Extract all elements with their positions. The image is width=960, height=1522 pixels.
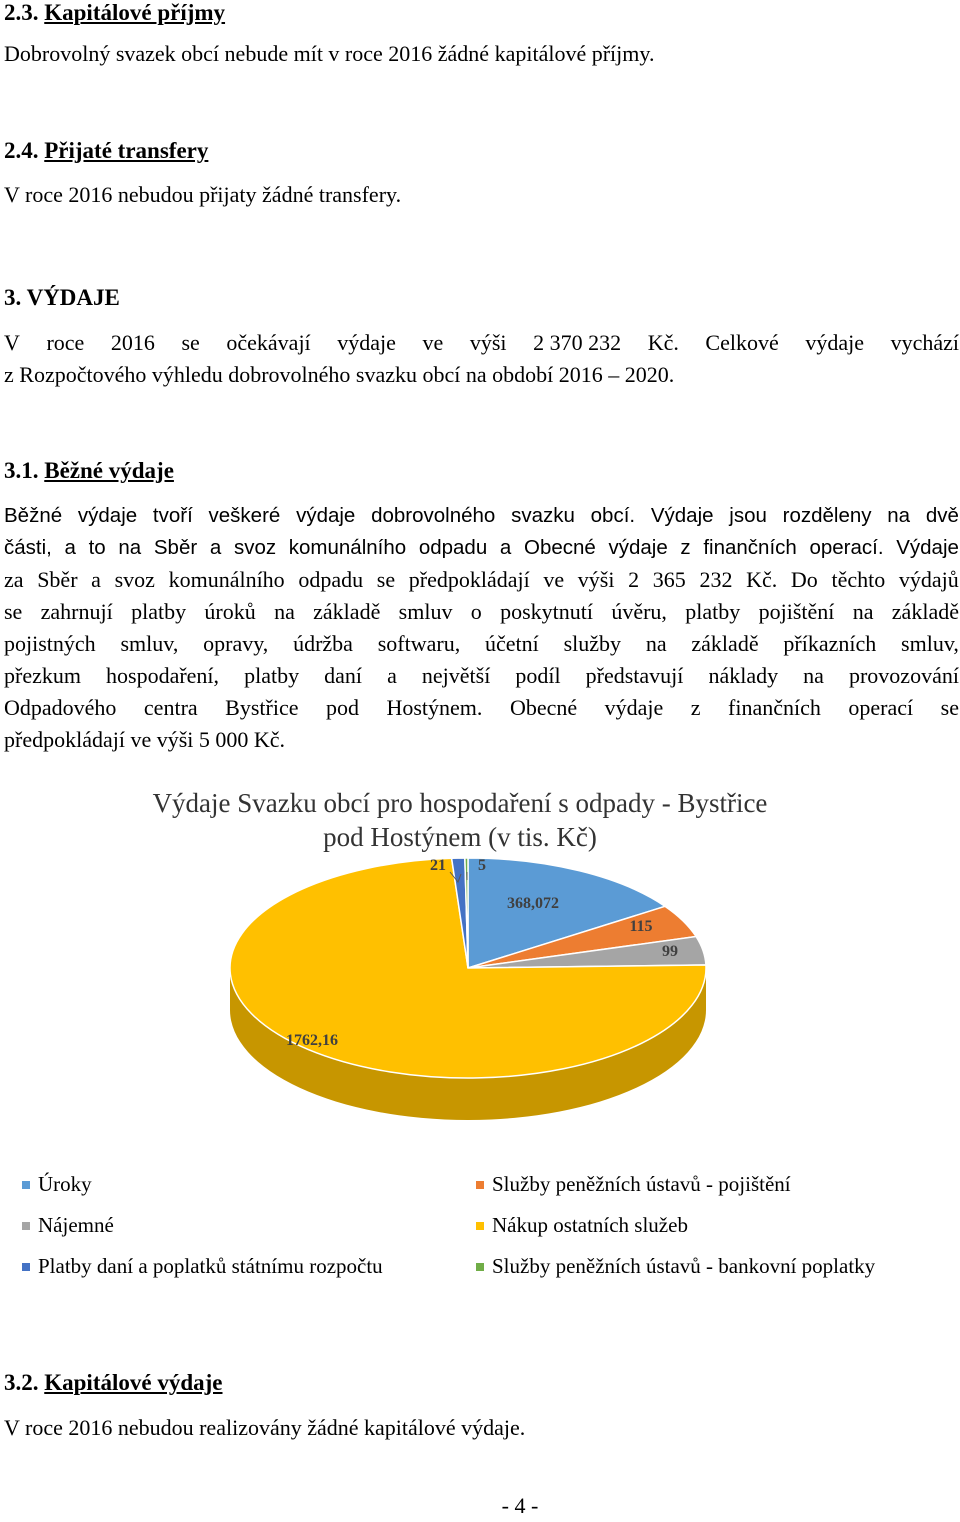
pie-data-label: 5	[478, 857, 486, 874]
word: se	[376, 567, 396, 592]
legend-item	[22, 1172, 92, 1197]
word: Kč.	[746, 567, 778, 592]
word: komunálního	[288, 536, 407, 559]
paragraph-line	[4, 660, 959, 692]
word: provozování	[848, 663, 959, 688]
word: finančních	[703, 536, 797, 559]
legend-swatch	[476, 1181, 484, 1189]
section-3-line-2: z Rozpočtového výhledu dobrovolného svazku obcí na období 2016 – 2020.	[4, 362, 675, 387]
word: Bystřice	[225, 695, 299, 720]
word: platby	[131, 599, 187, 624]
word: za	[4, 567, 24, 592]
heading-number: 3.1.	[4, 458, 39, 483]
word: úroků	[204, 599, 256, 624]
word: platby	[244, 663, 300, 688]
word: na	[645, 631, 667, 656]
pie-data-label: 115	[629, 918, 653, 935]
word: Sběr	[153, 536, 198, 559]
paragraph-line: předpokládají ve výši 5 000 Kč.	[4, 727, 286, 752]
word: výdajů	[898, 567, 959, 592]
chart-title-line-2: pod Hostýnem (v tis. Kč)	[323, 822, 597, 852]
word: veškeré	[208, 504, 281, 527]
word: výdaje	[296, 504, 356, 527]
word: o	[470, 599, 482, 624]
word: svazku	[511, 504, 575, 527]
legend-item	[476, 1213, 688, 1238]
word: ve	[422, 330, 444, 355]
word: komunálního	[168, 567, 285, 592]
paragraph-line	[4, 500, 959, 532]
word: a	[387, 663, 397, 688]
word: výši	[469, 330, 507, 355]
heading-title: Přijaté transfery	[44, 138, 209, 163]
word: výdaje	[604, 695, 664, 720]
word: údržba	[293, 631, 353, 656]
section-3-heading: 3. VÝDAJE	[4, 285, 120, 310]
word: části,	[4, 536, 52, 559]
word: se	[940, 695, 959, 720]
word: Výdaje	[896, 536, 959, 559]
word: 2016	[110, 330, 155, 355]
word: smluv,	[120, 631, 179, 656]
section-2-4-text: V roce 2016 nebudou přijaty žádné transfery.	[4, 182, 402, 207]
word: výdaje	[805, 330, 864, 355]
word: přezkum	[4, 663, 81, 688]
pie-data-label: 99	[662, 943, 678, 960]
page-number: - 4 -	[501, 1493, 539, 1518]
word: účetní	[485, 631, 539, 656]
paragraph-line	[4, 596, 959, 628]
word: obcí.	[590, 504, 636, 527]
heading-number: 3.2.	[4, 1370, 39, 1395]
word: dobrovolného	[371, 504, 496, 527]
word: roce	[46, 330, 85, 355]
word: Hostýnem.	[386, 695, 483, 720]
legend-label: Nájemné	[38, 1213, 114, 1237]
word: základě	[313, 599, 381, 624]
word: 365	[652, 567, 686, 592]
chart-title	[100, 786, 820, 854]
word: na	[887, 504, 911, 527]
word: pojistných	[4, 631, 96, 656]
word: na	[274, 599, 295, 624]
heading-number: 2.4.	[4, 138, 39, 163]
word: V	[4, 330, 20, 355]
pie-data-label: 1762,16	[286, 1032, 338, 1049]
section-3-2-text: V roce 2016 nebudou realizovány žádné kapitálové výdaje.	[4, 1415, 526, 1440]
word: výdaje	[77, 504, 138, 527]
word: operací	[848, 695, 914, 720]
legend-swatch	[22, 1181, 30, 1189]
heading-number: 2.3.	[4, 0, 39, 25]
word: opravy,	[203, 631, 269, 656]
word: vychází	[890, 330, 959, 355]
word: smluv	[398, 599, 453, 624]
word: svoz	[114, 567, 155, 592]
legend-label: Nákup ostatních služeb	[492, 1213, 688, 1237]
legend-label: Služby peněžních ústavů - bankovní poplatky	[492, 1254, 876, 1278]
word: to	[88, 536, 106, 559]
section-3-1-heading	[4, 458, 174, 484]
section-2-3-heading	[4, 0, 225, 26]
word: očekávají	[226, 330, 311, 355]
legend-swatch	[476, 1263, 484, 1271]
word: jsou	[729, 504, 767, 527]
section-3-line-1	[4, 327, 959, 359]
word: výši	[577, 567, 615, 592]
word: Kč.	[647, 330, 679, 355]
paragraph-line	[4, 628, 959, 660]
section-3-2-heading	[4, 1370, 223, 1396]
word: Běžné	[4, 504, 63, 527]
word: největší	[421, 663, 491, 688]
legend-swatch	[22, 1222, 30, 1230]
word: a	[499, 536, 512, 559]
pie-chart	[0, 850, 960, 1170]
word: smluv,	[901, 631, 959, 656]
word: z	[690, 695, 701, 720]
word: výdaje	[608, 536, 668, 559]
word: na	[118, 536, 142, 559]
legend-label: Platby daní a poplatků státnímu rozpočtu	[38, 1254, 383, 1278]
word: svoz	[233, 536, 277, 559]
word: daní	[324, 663, 363, 688]
word: finančních	[728, 695, 821, 720]
paragraph-line	[4, 564, 959, 596]
word: platby	[685, 599, 741, 624]
word: Do	[790, 567, 818, 592]
word: odpadu	[418, 536, 488, 559]
word: Obecné	[509, 695, 578, 720]
word: a	[91, 567, 101, 592]
word: Odpadového	[4, 695, 117, 720]
legend-item	[22, 1254, 383, 1279]
word: 2 370 232	[533, 330, 622, 355]
word: hospodaření,	[106, 663, 220, 688]
legend-label: Služby peněžních ústavů - pojištění	[492, 1172, 791, 1196]
word: na	[852, 599, 874, 624]
word: představují	[585, 663, 684, 688]
word: operací.	[809, 536, 884, 559]
word: se	[181, 330, 200, 355]
word: Celkové	[705, 330, 779, 355]
word: předpokládají	[408, 567, 530, 592]
word: Výdaje	[650, 504, 714, 527]
paragraph-line	[4, 532, 959, 564]
pie-data-label: 368,072	[507, 895, 559, 912]
heading-title: Kapitálové příjmy	[44, 0, 226, 25]
legend-swatch	[22, 1263, 30, 1271]
word: těchto	[831, 567, 886, 592]
legend-item	[476, 1254, 875, 1279]
word: a	[209, 536, 222, 559]
word: náklady	[708, 663, 779, 688]
section-2-3-text: Dobrovolný svazek obcí nebude mít v roce 2016 žádné kapitálové příjmy.	[4, 41, 655, 66]
pie-data-label: 21	[430, 857, 446, 874]
word: úvěru,	[611, 599, 667, 624]
word: výdaje	[337, 330, 396, 355]
word: pojištění	[758, 599, 835, 624]
word: poskytnutí	[500, 599, 594, 624]
word: softwaru,	[377, 631, 461, 656]
heading-title: Kapitálové výdaje	[44, 1370, 223, 1395]
legend-swatch	[476, 1222, 484, 1230]
legend-item	[22, 1213, 114, 1238]
word: ve	[543, 567, 565, 592]
word: pod	[325, 695, 359, 720]
word: odpadu	[298, 567, 364, 592]
word: 232	[699, 567, 733, 592]
word: služby	[563, 631, 622, 656]
word: základě	[691, 631, 759, 656]
word: zahrnují	[40, 599, 113, 624]
word: Obecné	[524, 536, 596, 559]
word: rozděleny	[782, 504, 872, 527]
section-2-4-heading	[4, 138, 208, 164]
word: podíl	[515, 663, 561, 688]
word: tvoří	[152, 504, 193, 527]
word: 2	[628, 567, 640, 592]
section-3-1-paragraph	[4, 500, 959, 756]
word: a	[64, 536, 76, 559]
legend-item	[476, 1172, 791, 1197]
word: dvě	[925, 504, 959, 527]
heading-title: Běžné výdaje	[44, 458, 174, 483]
word: základě	[891, 599, 959, 624]
word: na	[803, 663, 824, 688]
chart-title-line-1: Výdaje Svazku obcí pro hospodaření s odpady - Bystřice	[152, 788, 768, 818]
word: z	[680, 536, 691, 559]
word: centra	[143, 695, 198, 720]
paragraph-line	[4, 692, 959, 724]
word: příkazních	[783, 631, 877, 656]
word: Sběr	[37, 567, 78, 592]
word: se	[4, 599, 23, 624]
legend-label: Úroky	[38, 1172, 92, 1196]
